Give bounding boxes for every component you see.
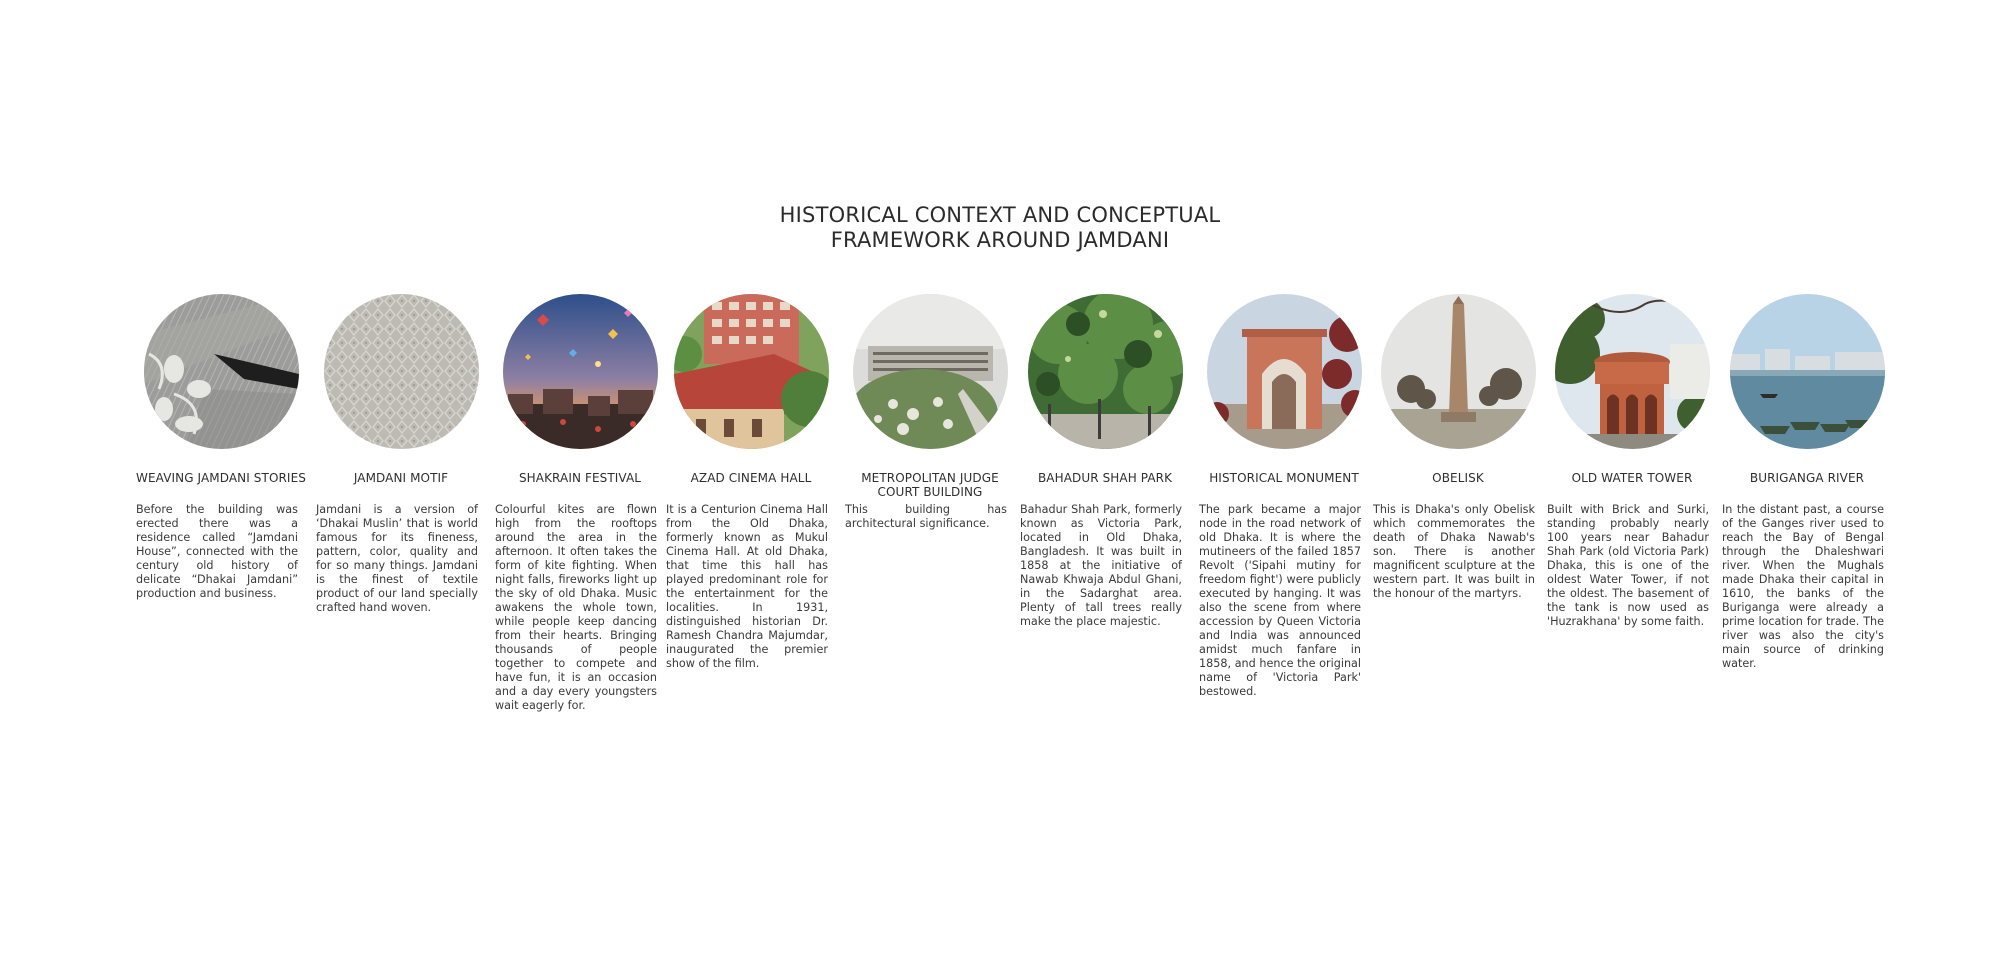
monument-arch-photo: [1207, 294, 1362, 449]
jamdani-fabric-photo: [144, 294, 299, 449]
cinema-hall-photo: [674, 294, 829, 449]
panel-description: Jamdani is a version of ‘Dhakai Muslin’ that is world famous for its fineness, pattern, color, quality and for so many things. Jamdani is the finest of textile product of our land specially crafted hand woven.: [316, 503, 478, 614]
panel-description: Colourful kites are flown high from the rooftops around the area in the afternoon. It often takes the form of kite fighting. When night falls, fireworks light up the sky of old Dhaka. Music awakens the whole town, while people keep dancing from their hearts. Bringing thousands of people together to compete and have fun, it is an occasion and a day every youngsters wait eagerly for.: [495, 503, 657, 712]
kite-festival-photo: [503, 294, 658, 449]
panel-heading: SHAKRAIN FESTIVAL: [518, 471, 642, 485]
obelisk-photo: [1381, 294, 1536, 449]
panel-description: In the distant past, a course of the Ganges river used to reach the Bay of Bengal through the Dhaleshwari river. When the Mughals made Dhaka their capital in 1610, the banks of the Buriganga were already a prime location for trade. The river was also the city's main source of drinking water.: [1722, 503, 1884, 670]
panel-description: The park became a major node in the road network of old Dhaka. It is where the mutineers of the failed 1857 Revolt ('Sipahi mutiny for freedom fight') were publicly executed by hanging. It was also the scene from where accession by Queen Victoria and India was announced amidst much fanfare in 1858, and hence the original name of 'Victoria Park' bestowed.: [1199, 503, 1361, 698]
panel-description: It is a Centurion Cinema Hall from the Old Dhaka, formerly known as Mukul Cinema Hall. At old Dhaka, that time this hall has played predominant role for the entertainment for the localities. In 1931, distinguished historian Dr. Ramesh Chandra Majumdar, inaugurated the premier show of the film.: [666, 503, 828, 670]
river-boats-photo: [1730, 294, 1885, 449]
panel-heading: OBELISK: [1432, 471, 1484, 485]
panel-heading: JAMDANI MOTIF: [353, 471, 449, 485]
panel-heading: HISTORICAL MONUMENT: [1209, 471, 1359, 485]
park-trees-photo: [1028, 294, 1183, 449]
jamdani-motif-photo: [324, 294, 479, 449]
panel-description: Before the building was erected there was a residence called “Jamdani House”, connected with the century old history of delicate “Dhakai Jamdani” production and business.: [136, 503, 298, 600]
panel-heading: AZAD CINEMA HALL: [690, 471, 812, 485]
panel-heading: BAHADUR SHAH PARK: [1037, 471, 1173, 485]
panel-description: Built with Brick and Surki, standing probably nearly 100 years near Bahadur Shah Park (old Victoria Park) Dhaka, this is one of the oldest Water Tower, if not the oldest. The basement of the tank is now used as 'Huzrakhana' by some faith.: [1547, 503, 1709, 628]
page-title-line-2: FRAMEWORK AROUND JAMDANI: [830, 228, 1170, 252]
panel-heading: WEAVING JAMDANI STORIES: [136, 471, 306, 485]
water-tower-photo: [1555, 294, 1710, 449]
page-title: [0, 203, 2000, 253]
page-title-line-1: HISTORICAL CONTEXT AND CONCEPTUAL: [779, 203, 1221, 227]
panel-description: This is Dhaka's only Obelisk which commemorates the death of Dhaka Nawab's son. There is another magnificent sculpture at the western part. It was built in the honour of the martyrs.: [1373, 503, 1535, 600]
panel-heading: BURIGANGA RIVER: [1749, 471, 1865, 485]
panel-heading: METROPOLITAN JUDGE COURT BUILDING: [861, 471, 999, 499]
panel-description: This building has architectural significance.: [845, 503, 1007, 530]
panel-heading: OLD WATER TOWER: [1571, 471, 1693, 485]
panel-description: Bahadur Shah Park, formerly known as Victoria Park, located in Old Dhaka, Bangladesh. It was built in 1858 at the initiative of Nawab Khwaja Abdul Ghani, in the Sadarghat area. Plenty of tall trees really make the place majestic.: [1020, 503, 1182, 628]
court-building-photo: [853, 294, 1008, 449]
